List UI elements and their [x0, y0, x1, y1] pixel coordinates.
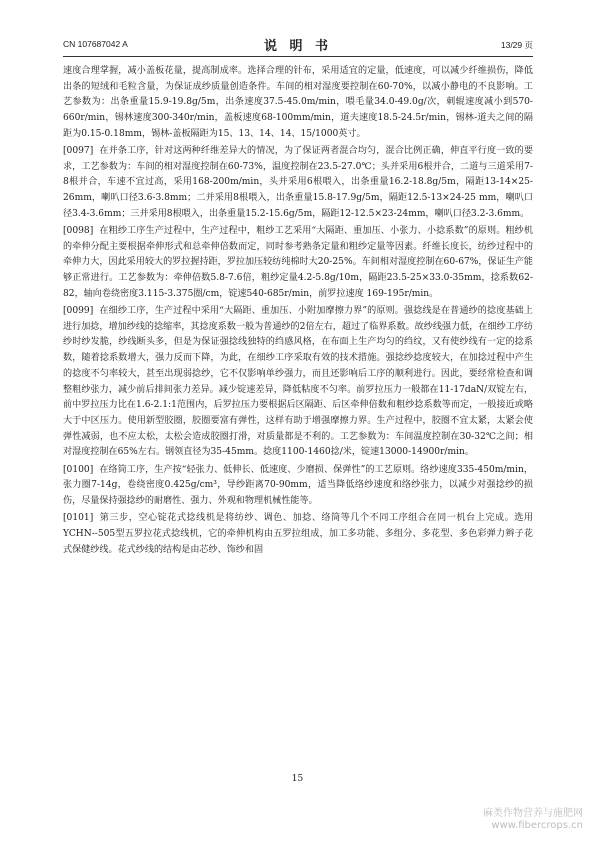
publication-number: CN 107687042 A: [63, 39, 128, 49]
paragraph-text: 第三步，空心锭花式捻线机是将纺纱、调色、加捻、络筒等几个不同工序组合在同一机台上完成。选用YCHN--505型五罗拉花式捻线机，它的牵伸机构由五罗拉组成，加工多功能、多组分、多花型、多色彩弹力辫子花式保健纱线。花式纱线的结构是由芯纱、饰纱和固: [63, 513, 533, 555]
paragraph: [63, 64, 533, 143]
paragraph-text: 在并条工序，针对这两种纤维差异大的情况，为了保证两者混合均匀，混合比例正确，伸直平行度一致的要求，工艺参数为：车间的相对湿度控制在60-73%，温度控制在23.5-27.0℃；头并采用6根并合，二道与三道采用7-8根并合，车速不宜过高，采用168-200m/min，头并采用6根喂入，出条重量16.2-18.8g/5m，隔距13-14×25-26mm，喇叭口径3.6-3.8mm；二并采用8根喂入，出条重量15.8-17.9g/5m，隔距12.5-13×24-25 mm，喇叭口径3.4-3.6mm；三并采用8根喂入，出条重量15.2-15.6g/5m，隔距12-12.5×23-24mm，喇叭口径3.2-3.6mm。: [63, 146, 533, 219]
header-rule: [63, 56, 533, 57]
paragraph: [63, 511, 533, 558]
body-text: [63, 64, 533, 560]
watermark-url: www.fibercrops.cn: [491, 820, 583, 831]
page-number: 15: [291, 774, 304, 784]
paragraph: [63, 463, 533, 510]
page-of-total: 13/29 页: [500, 40, 533, 50]
paragraph: [63, 304, 533, 461]
paragraph-number: [0098]: [63, 226, 94, 237]
paragraph: [63, 144, 533, 223]
paragraph-text: 在络筒工序，生产按“轻张力、低伸长、低速度、少磨损、保弹性”的工艺原则。络纱速度335-450m/min，张力圈7-14g，卷绕密度0.425g/cm³，导纱距离70-90mm，适当降低络纱速度和络纱张力，以减少对强捻纱的损伤，尽量保持强捻纱的耐磨性、强力、外观和物理机械性能等。: [63, 464, 533, 506]
document-title: 说 明 书: [263, 39, 333, 54]
watermark-title: 麻类作物营养与施肥网: [483, 808, 583, 819]
paragraph-number: [0101]: [63, 513, 94, 524]
paragraph-number: [0099]: [63, 306, 94, 317]
paragraph-number: [0097]: [63, 146, 94, 157]
paragraph-text: 在粗纱工序生产过程中，生产过程中，粗纱工艺采用“大隔距、重加压、小张力、小捻系数”的原则。粗纱机的牵伸分配主要根据牵伸形式和总牵伸倍数而定，同时参考熟条定量和粗纱定量等因素。纤维长度长，纺纱过程中的牵伸力大，因此采用较大的罗拉握持距，罗拉加压较纺纯棉时大20-25%。车间相对湿度控制在60-67%，保证生产能够正常进行。工艺参数为：牵伸倍数5.8-7.6倍，粗纱定量4.2-5.8g/10m，隔距23.5-25×33.0-35mm，捻系数62-82，轴向卷绕密度3.115-3.375圈/cm，锭速540-685r/min，前罗拉速度 169-195r/min。: [63, 226, 533, 299]
page-header: [63, 35, 533, 53]
paragraph-number: [0100]: [63, 464, 94, 475]
paragraph-text: 在细纱工序，生产过程中采用“大隔距、重加压、小附加摩擦力界”的原则。强捻线是在普通纱的捻度基础上进行加捻，增加纱线的捻缩率，其捻度系数一般为普通纱的2倍左右，超过了临界系数。故纱线强力低，在细纱工序纺纱时纱发脆，纱线断头多，但是为保证强捻线独特的绉感风格，在布面上生产均匀的绉纹，又有使纱线有一定的捻系数，随着捻系数增大，强力反而下降，为此，在细纱工序采取有效的技术措施。强捻纱捻度较大，在加捻过程中产生的捻度不匀率较大，甚至出现弱捻纱，它不仅影响单纱强力，而且还影响后工序的顺利进行。因此，要经常检查和调整粗纱张力，减少前后排间张力差异。减少锭速差异，降低粘度不匀率。前罗拉压力一般都在11-17daN/双锭左右，前中罗拉压力比在1.6-2.1:1范围内，后罗拉压力要根据后区隔距、后区牵伸倍数和粗纱捻系数等而定，一般接近或略大于中区压力。使用新型胶圈，胶圈要富有弹性，这样有助于增强摩擦力界。生产过程中，胶圈不宜太紧，太紧会使弹性减弱，也不应太松，太松会造成胶圈打滑，对质量都是不利的。工艺参数为：车间温度控制在30-32℃之间；相对湿度控制在65%左右。钢领直径为35-45mm。捻度1100-1460捻/米，锭速13000-14900r/min。: [63, 306, 533, 458]
watermark: [483, 808, 583, 832]
paragraph-text: 速度合理掌握，减小盖板花量，提高制成率。选择合理的针布，采用适宜的定量，低速度，可以减少纤维损伤，降低出条的短绒和毛粒含量，为保证成纱质量创造条件。车间的相对湿度要控制在60-70%，以减小静电的不良影响。工艺参数为：出条重量15.9-19.8g/5m，出条速度37.5-45.0m/min，喂毛量34.0-49.0g/次，刺辊速度减小到570-660r/min，锡林速度300-340r/min，盖板速度68-100mm/min，道夫速度18.5-24.5r/min，锡林-道夫之间的隔距为0.15-0.18mm，锡林-盖板隔距为15、13、14、14、15/1000英寸。: [63, 66, 533, 139]
paragraph: [63, 224, 533, 303]
